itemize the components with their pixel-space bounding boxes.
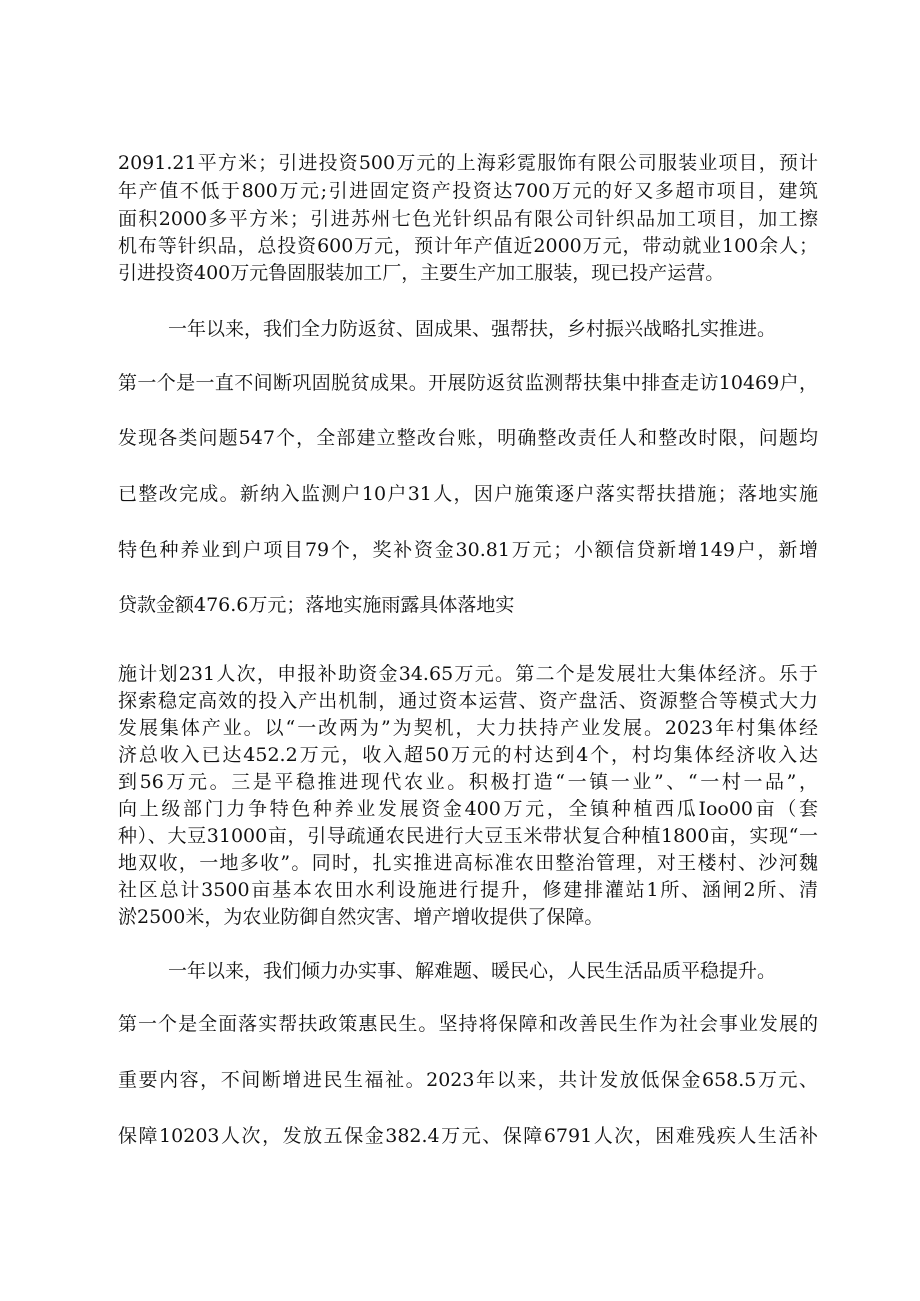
text-line: 机布等针织品，总投资600万元，预计年产值近2000万元，带动就业100余人； bbox=[118, 235, 818, 257]
text-line: 保障10203人次，发放五保金382.4万元、保障6791人次，困难残疾人生活补 bbox=[118, 1125, 818, 1147]
text-line: 第一个是全面落实帮扶政策惠民生。坚持将保障和改善民生作为社会事业发展的 bbox=[118, 1013, 818, 1035]
text-line: 引进投资400万元鲁固服装加工厂，主要生产加工服装，现已投产运营。 bbox=[118, 262, 725, 284]
text-line: 重要内容，不间断增进民生福祉。2023年以来，共计发放低保金658.5万元、 bbox=[118, 1069, 818, 1091]
text-line: 到56万元。三是平稳推进现代农业。积极打造“一镇一业”、“一村一品”， bbox=[118, 771, 818, 793]
text-line: 淤2500米，为农业防御自然灾害、增产增收提供了保障。 bbox=[118, 906, 604, 928]
text-line: 地双收，一地多收”。同时，扎实推进高标准农田整治管理，对王楼村、沙河魏 bbox=[118, 852, 818, 874]
text-line: 贷款金额476.6万元；落地实施雨露具体落地实 bbox=[118, 594, 515, 616]
text-line: 已整改完成。新纳入监测户10户31人，因户施策逐户落实帮扶措施；落地实施 bbox=[118, 483, 818, 505]
section-heading-rural-revitalization: 一年以来，我们全力防返贫、固成果、强帮扶，乡村振兴战略扎实推进。 bbox=[168, 318, 777, 340]
text-line: 第一个是一直不间断巩固脱贫成果。开展防返贫监测帮扶集中排查走访10469户， bbox=[118, 372, 818, 394]
text-line: 特色种养业到户项目79个，奖补资金30.81万元；小额信贷新增149户，新增 bbox=[118, 539, 818, 561]
section-heading-livelihood: 一年以来，我们倾力办实事、解难题、暖民心，人民生活品质平稳提升。 bbox=[168, 960, 777, 982]
text-line: 发展集体产业。以“一改两为”为契机，大力扶持产业发展。2023年村集体经 bbox=[118, 717, 818, 739]
text-line: 施计划231人次，申报补助资金34.65万元。第二个是发展壮大集体经济。乐于 bbox=[118, 663, 818, 685]
text-line: 发现各类问题547个，全部建立整改台账，明确整改责任人和整改时限，问题均 bbox=[118, 427, 818, 449]
text-line: 种）、大豆31000亩，引导疏通农民进行大豆玉米带状复合种植1800亩，实现“一 bbox=[118, 825, 818, 847]
text-line: 面积2000多平方米；引进苏州七色光针织品有限公司针织品加工项目，加工擦 bbox=[118, 208, 818, 230]
text-line: 向上级部门力争特色种养业发展资金400万元，全镇种植西瓜Ioo00亩（套 bbox=[118, 798, 818, 820]
text-line: 2091.21平方米；引进投资500万元的上海彩霓服饰有限公司服装业项目，预计 bbox=[118, 152, 818, 174]
text-line: 年产值不低于800万元;引进固定资产投资达700万元的好又多超市项目，建筑 bbox=[118, 180, 818, 202]
text-line: 济总收入已达452.2万元，收入超50万元的村达到4个，村均集体经济收入达 bbox=[118, 744, 818, 766]
text-line: 社区总计3500亩基本农田水利设施进行提升，修建排灌站1所、涵闸2所、清 bbox=[118, 879, 818, 901]
text-line: 探索稳定高效的投入产出机制，通过资本运营、资产盘活、资源整合等模式大力 bbox=[118, 690, 818, 712]
